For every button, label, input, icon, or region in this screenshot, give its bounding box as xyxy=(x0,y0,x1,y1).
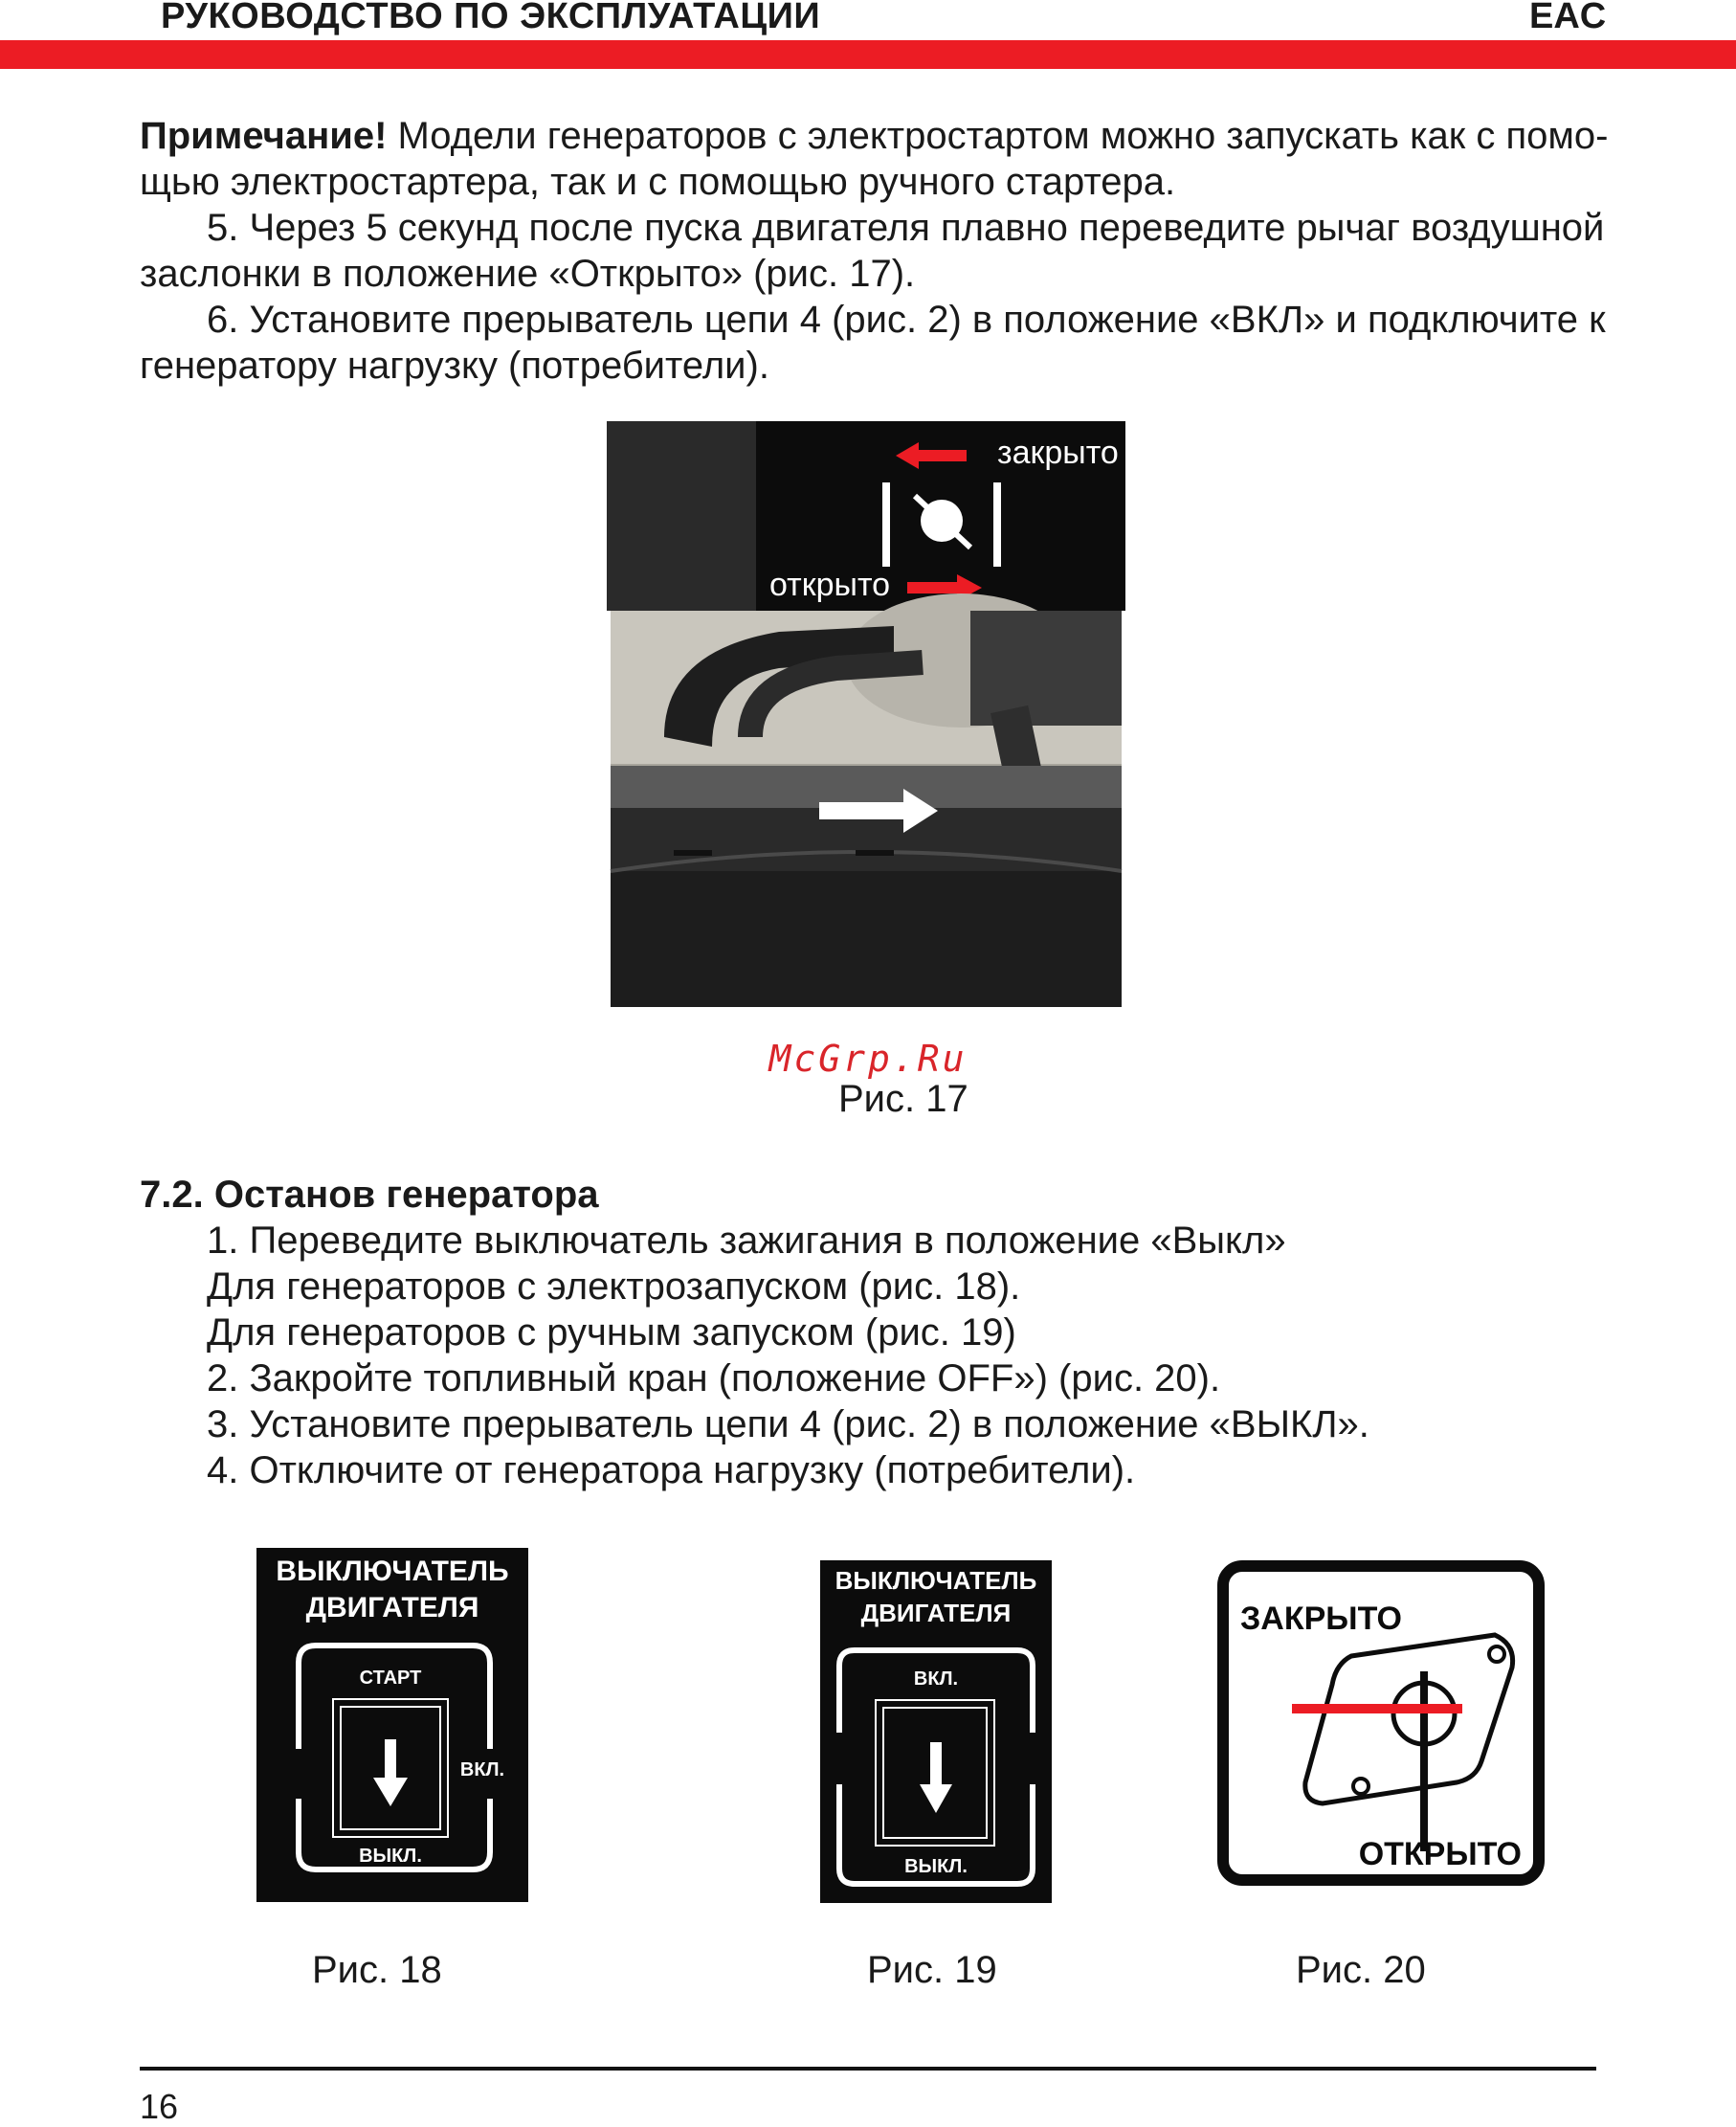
fig18-on-label: ВКЛ. xyxy=(459,1759,505,1780)
note-text-1: Модели генераторов с электростартом можно запускать как с помо- xyxy=(387,115,1609,157)
note-line-1 xyxy=(140,113,1608,159)
fig18-caption: Рис. 18 xyxy=(312,1949,442,1991)
section-line: Для генераторов с электрозапуском (рис. 18). xyxy=(207,1265,1021,1308)
step-5-line-1: 5. Через 5 секунд после пуска двигателя плавно переведите рычаг воздушной xyxy=(207,207,1605,249)
fig20-closed-label: ЗАКРЫТО xyxy=(1240,1601,1402,1637)
note-label: Примечание! xyxy=(140,115,388,157)
section-line: 4. Отключите от генератора нагрузку (потребители). xyxy=(207,1449,1136,1491)
step-5-line-2: заслонки в положение «Открыто» (рис. 17). xyxy=(140,253,916,295)
section-title: 7.2. Останов генератора xyxy=(140,1174,599,1216)
step-6-line-1: 6. Установите прерыватель цепи 4 (рис. 2) в положение «ВКЛ» и подключите к xyxy=(207,299,1606,341)
fig20-caption: Рис. 20 xyxy=(1296,1949,1426,1991)
eac-mark: EAC xyxy=(1529,0,1607,36)
fig19-caption: Рис. 19 xyxy=(867,1949,997,1991)
section-line: 1. Переведите выключатель зажигания в положение «Выкл» xyxy=(207,1220,1286,1262)
fig18-title-1: ВЫКЛЮЧАТЕЛЬ xyxy=(276,1556,509,1587)
fig18-start-label: СТАРТ xyxy=(359,1668,422,1689)
fig19-title-2: ДВИГАТЕЛЯ xyxy=(860,1599,1012,1627)
fig17-caption: Рис. 17 xyxy=(838,1078,968,1120)
fig20-fuel-valve xyxy=(1217,1560,1545,1886)
fig17-label-open: открыто xyxy=(769,567,891,603)
footer-divider xyxy=(140,2067,1596,2071)
watermark: McGrp.Ru xyxy=(768,1038,968,1080)
fig17-label-closed: закрыто xyxy=(997,435,1119,471)
page-header-title: РУКОВОДСТВО ПО ЭКСПЛУАТАЦИИ xyxy=(161,0,821,36)
fig18-title-2: ДВИГАТЕЛЯ xyxy=(305,1592,479,1623)
section-line: 3. Установите прерыватель цепи 4 (рис. 2) в положение «ВЫКЛ». xyxy=(207,1403,1369,1445)
fig19-on-label: ВКЛ. xyxy=(913,1668,959,1690)
section-line: Для генераторов с ручным запуском (рис. 19) xyxy=(207,1311,1016,1354)
fig19-engine-switch xyxy=(820,1560,1052,1903)
step-6-line-2: генератору нагрузку (потребители). xyxy=(140,345,769,387)
fig20-open-label: ОТКРЫТО xyxy=(1358,1836,1522,1872)
fig19-off-label: ВЫКЛ. xyxy=(904,1856,968,1877)
fig19-title-1: ВЫКЛЮЧАТЕЛЬ xyxy=(835,1566,1037,1595)
fig18-off-label: ВЫКЛ. xyxy=(359,1846,422,1867)
fig17-choke-photo xyxy=(607,421,1125,1007)
note-line-2: щью электростартера, так и с помощью ручного стартера. xyxy=(140,161,1176,203)
section-line: 2. Закройте топливный кран (положение OFF») (рис. 20). xyxy=(207,1357,1221,1399)
fig18-engine-switch xyxy=(256,1548,528,1902)
page-number: 16 xyxy=(140,2087,179,2126)
header-red-bar xyxy=(0,40,1736,69)
